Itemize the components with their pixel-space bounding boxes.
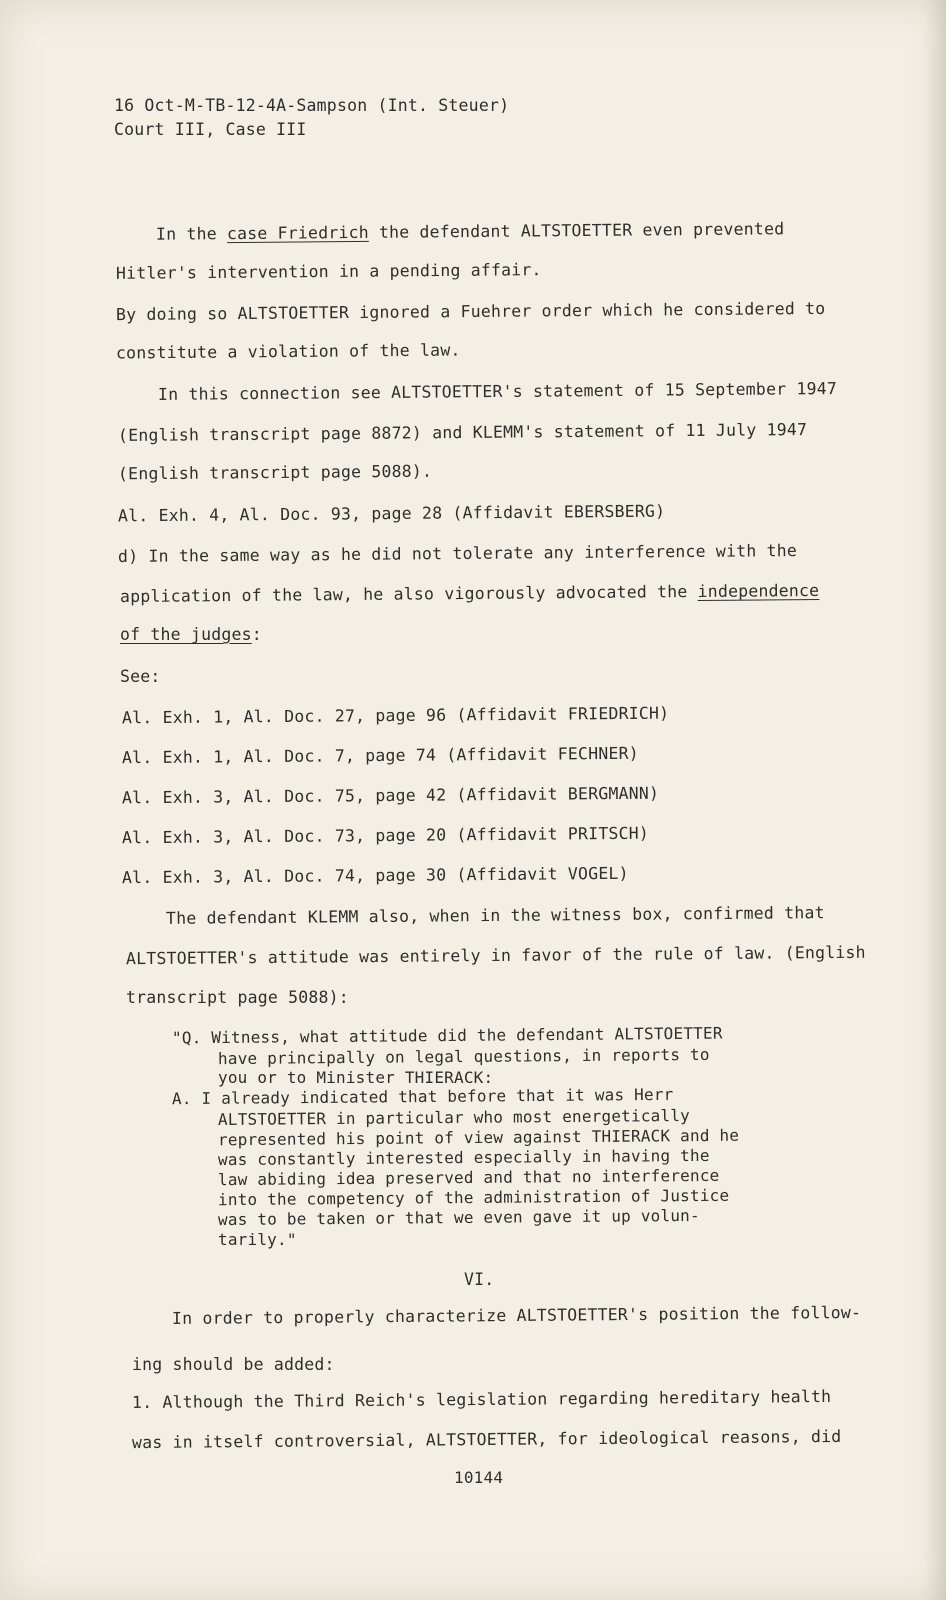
text-segment: In the: [155, 224, 228, 244]
quote-line: was to be taken or that we even gave it up volun-: [217, 1205, 700, 1230]
section-heading-vi: VI.: [464, 1270, 495, 1289]
paragraph-d-line-2: [120, 581, 819, 607]
see-label: See:: [120, 667, 161, 686]
paragraph-connection-line-3: (English transcript page 5088).: [117, 461, 433, 484]
item-1-line-1: 1. Although the Third Reich's legislation regarding hereditary health: [131, 1386, 832, 1413]
paper-edge-shadow: [924, 0, 946, 1600]
paragraph-klemm-line-2: ALTSTOETTER's attitude was entirely in favor of the rule of law. (English: [125, 942, 866, 969]
quote-line: into the competency of the administration of Justice: [217, 1185, 730, 1210]
reference-item: Al. Exh. 3, Al. Doc. 73, page 20 (Affidavit PRITSCH): [121, 823, 650, 848]
paragraph-connection-line-1: In this connection see ALTSTOETTER's statement of 15 September 1947: [157, 379, 838, 404]
reference-item: Al. Exh. 3, Al. Doc. 75, page 42 (Affidavit BERGMANN): [121, 783, 660, 808]
text-segment: :: [251, 625, 262, 644]
paragraph-klemm-line-1: The defendant KLEMM also, when in the witness box, confirmed that: [165, 903, 825, 928]
quote-line: have principally on legal questions, in reports to: [217, 1044, 710, 1069]
quote-line: represented his point of view against THIERACK and he: [217, 1125, 740, 1150]
paragraph-position-line-2: ing should be added:: [132, 1355, 335, 1374]
underlined-independence: independence: [697, 580, 820, 602]
paragraph-fuehrer-order-line-2: constitute a violation of the law.: [115, 340, 461, 363]
reference-item: Al. Exh. 1, Al. Doc. 27, page 96 (Affidavit FRIEDRICH): [121, 703, 670, 728]
quote-line: law abiding idea preserved and that no interference: [217, 1165, 720, 1190]
underlined-of-the-judges: of the judges: [120, 625, 252, 644]
paragraph-case-friedrich-line-2: Hitler's intervention in a pending affair.: [115, 260, 542, 283]
paragraph-klemm-line-3: transcript page 5088):: [126, 988, 349, 1007]
quote-line: ALTSTOETTER in particular who most energetically: [217, 1105, 691, 1130]
underlined-case-name: case Friedrich: [226, 222, 369, 244]
text-segment: application of the law, he also vigorously advocated the: [119, 582, 698, 607]
text-segment: the defendant ALTSTOETTER even prevented: [368, 219, 785, 242]
reference-item: Al. Exh. 1, Al. Doc. 7, page 74 (Affidavit FECHNER): [121, 743, 639, 768]
header-court-line: Court III, Case III: [114, 120, 307, 139]
reference-item: Al. Exh. 3, Al. Doc. 74, page 30 (Affidavit VOGEL): [121, 863, 629, 888]
paragraph-connection-line-2: (English transcript page 8872) and KLEMM's statement of 11 July 1947: [117, 419, 808, 446]
quote-line: was constantly interested especially in having the: [217, 1145, 710, 1170]
header-reference-line: 16 Oct-M-TB-12-4A-Sampson (Int. Steuer): [114, 96, 510, 115]
quote-answer-line: A. I already indicated that before that it was Herr: [171, 1084, 674, 1109]
quote-line: you or to Minister THIERACK:: [218, 1068, 494, 1087]
item-1-line-2: was in itself controversial, ALTSTOETTER, for ideological reasons, did: [131, 1426, 842, 1453]
paragraph-case-friedrich-line-1: [156, 219, 784, 244]
page-number: 10144: [454, 1468, 504, 1487]
quote-line: tarily.": [218, 1230, 297, 1249]
paragraph-d-line-1: d) In the same way as he did not tolerate any interference with the: [117, 541, 798, 566]
paragraph-d-line-3: [120, 625, 262, 645]
paragraph-fuehrer-order-line-1: By doing so ALTSTOETTER ignored a Fuehrer order which he considered to: [115, 298, 826, 325]
paragraph-position-line-1: In order to properly characterize ALTSTOETTER's position the follow-: [171, 1302, 862, 1329]
reference-ebersberg: Al. Exh. 4, Al. Doc. 93, page 28 (Affidavit EBERSBERG): [117, 501, 666, 526]
quote-question-line: "Q. Witness, what attitude did the defendant ALTSTOETTER: [171, 1023, 723, 1048]
